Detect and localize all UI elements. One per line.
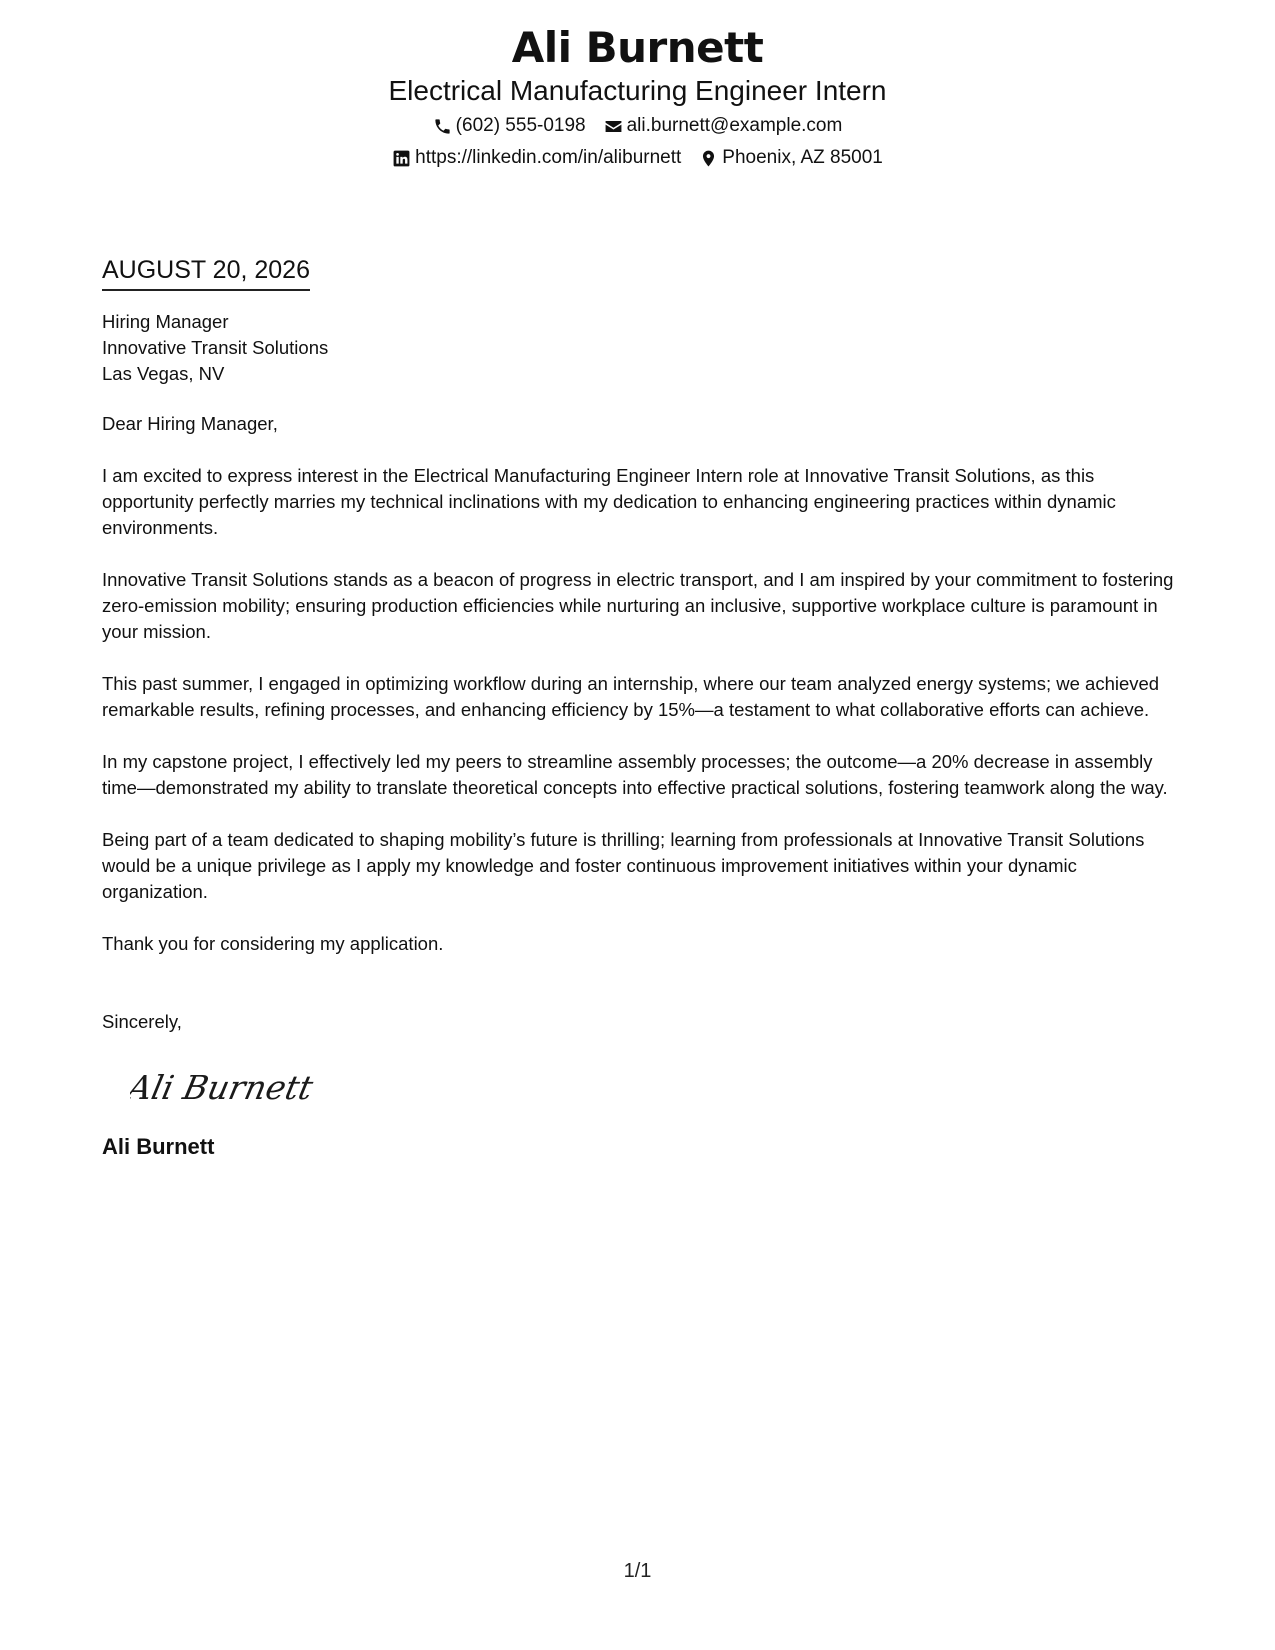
location-text: Phoenix, AZ 85001 bbox=[722, 147, 883, 168]
handwritten-signature bbox=[130, 1061, 1177, 1113]
recipient-location: Las Vegas, NV bbox=[102, 363, 225, 384]
contact-row-primary bbox=[0, 114, 1275, 138]
phone-icon bbox=[433, 117, 452, 136]
recipient-title: Hiring Manager bbox=[102, 311, 229, 332]
recipient-block bbox=[102, 309, 1177, 387]
linkedin-icon bbox=[392, 149, 411, 168]
paragraph-company: Innovative Transit Solutions stands as a beacon of progress in electric transport, and I am inspired by your commitment to fostering zero-emission mobility; ensuring production efficiencies while nurturing an inclusive, supportive workplace culture is paramount in your mission. bbox=[102, 569, 1174, 642]
signature-graphic bbox=[130, 1061, 340, 1113]
page-indicator: 1/1 bbox=[623, 1560, 652, 1582]
letter-body bbox=[102, 254, 1177, 1161]
applicant-name: Ali Burnett bbox=[511, 23, 764, 72]
email-contact[interactable] bbox=[604, 114, 843, 138]
map-pin-icon bbox=[699, 149, 718, 168]
envelope-icon bbox=[604, 117, 623, 136]
phone-number: (602) 555-0198 bbox=[455, 115, 586, 136]
phone-contact bbox=[433, 114, 586, 138]
signature-script: Ali Burnett bbox=[130, 1068, 317, 1107]
closing: Sincerely, bbox=[102, 1011, 182, 1032]
email-address[interactable]: ali.burnett@example.com bbox=[626, 115, 843, 136]
paragraph-intro: I am excited to express interest in the Electrical Manufacturing Engineer Intern role at Innovative Transit Solutions, as this opportunity perfectly marries my technical inclinations with my dedication to enhancing engineering practices within dynamic environments. bbox=[102, 465, 1116, 538]
letter-header bbox=[0, 22, 1275, 170]
linkedin-url[interactable]: https://linkedin.com/in/aliburnett bbox=[415, 147, 682, 168]
paragraph-capstone: In my capstone project, I effectively led my peers to streamline assembly processes; the outcome—a 20% decrease in assembly time—demonstrated my ability to translate theoretical concepts into effective practical solutions, fostering teamwork along the way. bbox=[102, 751, 1168, 798]
recipient-company: Innovative Transit Solutions bbox=[102, 337, 329, 358]
paragraph-internship: This past summer, I engaged in optimizing workflow during an internship, where our team analyzed energy systems; we achieved remarkable results, refining processes, and enhancing efficiency by 15%—a testament to what collaborative efforts can achieve. bbox=[102, 673, 1160, 720]
job-title: Electrical Manufacturing Engineer Intern bbox=[388, 75, 887, 106]
signer-name: Ali Burnett bbox=[102, 1134, 215, 1159]
salutation: Dear Hiring Manager, bbox=[102, 413, 278, 434]
paragraph-motivation: Being part of a team dedicated to shaping mobility’s future is thrilling; learning from professionals at Innovative Transit Solutions would be a unique privilege as I apply my knowledge and foster continuous improvement initiatives within your dynamic organization. bbox=[102, 829, 1145, 902]
paragraph-thanks: Thank you for considering my application. bbox=[102, 933, 444, 954]
letter-date: AUGUST 20, 2026 bbox=[102, 254, 310, 291]
contact-row-secondary bbox=[0, 146, 1275, 170]
linkedin-contact[interactable] bbox=[392, 146, 681, 170]
location-contact bbox=[699, 146, 883, 170]
